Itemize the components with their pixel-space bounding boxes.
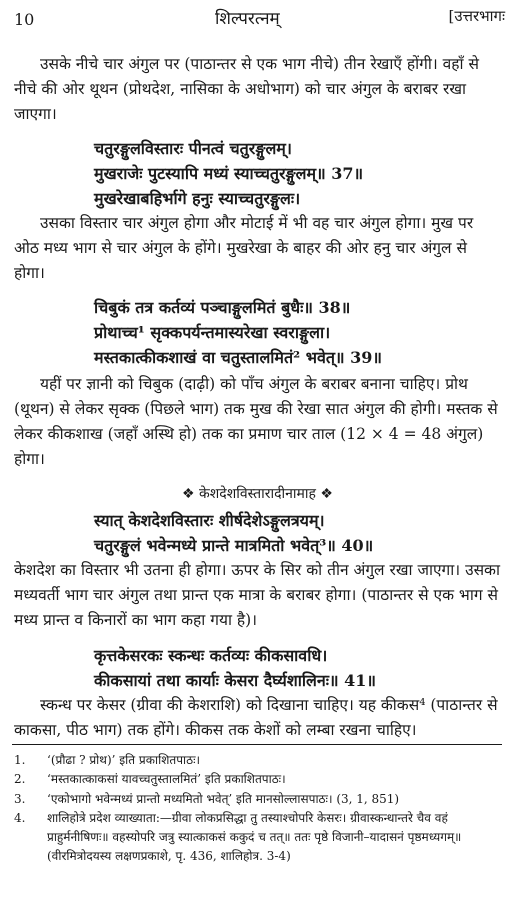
page-header-title: शिल्परत्नम् xyxy=(215,9,280,29)
footnote xyxy=(14,751,509,770)
footnote-divider xyxy=(12,744,502,745)
footnote-text: ‘एकोभागो भवेन्मध्यं प्रान्तो मध्यमितो भवेत्’ इति मानसोल्लासपाठः। (3, 1, 851) xyxy=(47,792,400,806)
paragraph-4: केशदेश का विस्तार भी उतना ही होगा। ऊपर के सिर को तीन अंगुल रखा जाएगा। उसका मध्यवर्ती भाग चार अंगुल तथा प्रान्त एक मात्रा के बराबर होगा। (पाठान्तर से एक भाग से मध्य प्रान्त व किनारों का भाग कहा गया है)। xyxy=(14,561,500,629)
footnote-number: 1. xyxy=(14,753,26,767)
verse-line: मुखराजेः पुटस्यापि मध्यं स्याच्चतुरङ्गुलम्॥ 37॥ xyxy=(94,164,364,183)
page-number: 10 xyxy=(14,10,35,29)
footnote xyxy=(14,790,509,809)
verse-line: कृत्तकेसरकः स्कन्धः कर्तव्यः कीकसावधि। xyxy=(94,646,328,665)
paragraph-2: उसका विस्तार चार अंगुल होगा और मोटाई में भी वह चार अंगुल होगा। मुख पर ओठ मध्य भाग से चार अंगुल के होंगे। मुखरेखा के बाहर की ओर हनु चार अंगुल से होगा। xyxy=(14,214,474,282)
paragraph-1: उसके नीचे चार अंगुल पर (पाठान्तर से एक भाग नीचे) तीन रेखाएँ होंगी। वहाँ से नीचे की ओर थूथन (प्रोथदेश, नासिका के अधोभाग) को चार अंगुल के बराबर रखा जाएगा। xyxy=(14,55,479,123)
footnote-text: ‘मस्तकात्काकसां यावच्चतुस्तालमितं’ इति प्रकाशितपाठः। xyxy=(47,772,286,786)
section-heading: ❖ केशदेशविस्तारादीनामाह ❖ xyxy=(182,486,333,502)
footnote-number: 4. xyxy=(14,811,26,825)
footnote-number: 2. xyxy=(14,772,26,786)
footnote xyxy=(14,770,509,789)
paragraph-3: यहीं पर ज्ञानी को चिबुक (दाढ़ी) को पाँच अंगुल के बराबर बनाना चाहिए। प्रोथ (थूथन) से लेकर सृक्क (पिछले भाग) तक मुख की रेखा सात अंगुल की होगी। मस्तक से लेकर कीकशाख (जहाँ अस्थि हो) तक का प्रमाण चार ताल (12 × 4 = 48 अंगुल) होगा। xyxy=(14,375,498,468)
verse-line: प्रोथाच्च¹ सृक्कपर्यन्तमास्यरेखा स्वराङ्गुला। xyxy=(94,323,331,342)
footnote-number: 3. xyxy=(14,792,26,806)
verse-line: चतुरङ्गुलं भवेन्मध्ये प्रान्ते मात्रमितो भवेत्³॥ 40॥ xyxy=(94,536,374,555)
footnote-text: ‘(प्रौढा ? प्रोथ)’ इति प्रकाशितपाठः। xyxy=(47,753,201,767)
verse-line: स्यात् केशदेशविस्तारः शीर्षदेशेऽङ्गुलत्रयम्। xyxy=(94,511,325,530)
verse-line: मस्तकात्कीकशाखं वा चतुस्तालमितं² भवेत्॥ 39॥ xyxy=(94,348,382,367)
verse-line: कीकसायां तथा कार्याः केसरा दैर्घ्यशालिनः॥ 41॥ xyxy=(94,671,376,690)
paragraph-5: स्कन्ध पर केसर (ग्रीवा की केशराशि) को दिखाना चाहिए। यह कीकस⁴ (पाठान्तर से काकसा, पीठ भाग) तक होंगे। कीकस तक केशों को लम्बा रखना चाहिए। xyxy=(14,696,498,739)
footnote-text: शालिहोत्रे प्रदेश व्याख्याता:—ग्रीवा लोकप्रसिद्धा तु तस्याश्चोपरि केसरः। ग्रीवास्कन्धान्तरे चैव वहं प्राहुर्मनीषिणः॥ वहस्योपरि जत्रु स्यात्काकसं ककुदं च तत्॥ ततः पृष्ठे विजानी–यादासनं पृष्ठमध्यगम्॥ (वीरमित्रोदयस्य लक्षणप्रकाशे, पृ. 436, शालिहोत्र. 3-4) xyxy=(47,811,462,863)
verse-line: चिबुकं तत्र कर्तव्यं पञ्चाङ्गुलमितं बुधैः॥ 38॥ xyxy=(94,298,351,317)
page-header-section: [उत्तरभागः xyxy=(448,7,505,25)
verse-line: चतुरङ्गुलविस्तारः पीनत्वं चतुरङ्गुलम्। xyxy=(94,139,292,158)
verse-line: मुखरेखाबहिर्भागे हनुः स्याच्चतुरङ्गुलः। xyxy=(94,189,301,208)
footnote xyxy=(14,809,509,866)
